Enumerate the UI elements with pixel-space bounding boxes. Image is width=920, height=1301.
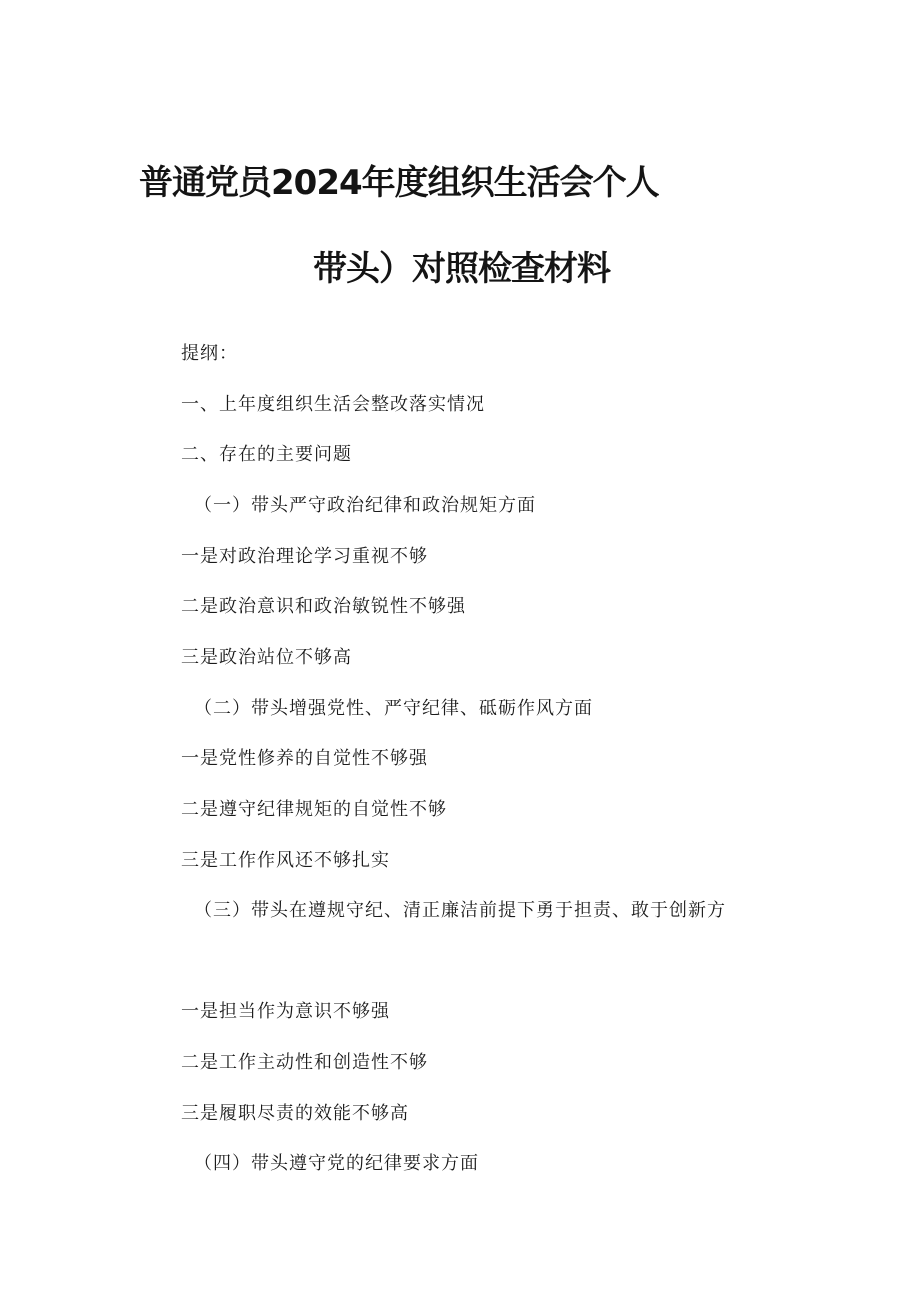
subsection-2-point-1: 一是党性修养的自觉性不够强 xyxy=(181,748,428,769)
subsection-heading-4: （四）带头遵守党的纪律要求方面 xyxy=(194,1153,479,1174)
outline-label: 提纲： xyxy=(181,343,238,364)
document-title-line-2: 带头）对照检查材料 xyxy=(313,249,610,289)
subsection-3-point-2: 二是工作主动性和创造性不够 xyxy=(181,1052,428,1073)
subsection-2-point-3: 三是工作作风还不够扎实 xyxy=(181,850,390,871)
section-heading-1: 一、上年度组织生活会整改落实情况 xyxy=(181,394,485,415)
subsection-3-point-3: 三是履职尽责的效能不够高 xyxy=(181,1103,409,1124)
subsection-1-point-1: 一是对政治理论学习重视不够 xyxy=(181,546,428,567)
subsection-heading-3: （三）带头在遵规守纪、清正廉洁前提下勇于担责、敢于创新方 xyxy=(194,900,726,921)
subsection-heading-1: （一）带头严守政治纪律和政治规矩方面 xyxy=(194,495,536,516)
section-heading-2: 二、存在的主要问题 xyxy=(181,444,352,465)
subsection-heading-2: （二）带头增强党性、严守纪律、砥砺作风方面 xyxy=(194,698,593,719)
subsection-1-point-2: 二是政治意识和政治敏锐性不够强 xyxy=(181,596,466,617)
subsection-1-point-3: 三是政治站位不够高 xyxy=(181,647,352,668)
subsection-2-point-2: 二是遵守纪律规矩的自觉性不够 xyxy=(181,799,447,820)
document-title-line-1: 普通党员2024年度组织生活会个人 xyxy=(139,163,659,203)
subsection-3-point-1: 一是担当作为意识不够强 xyxy=(181,1001,390,1022)
